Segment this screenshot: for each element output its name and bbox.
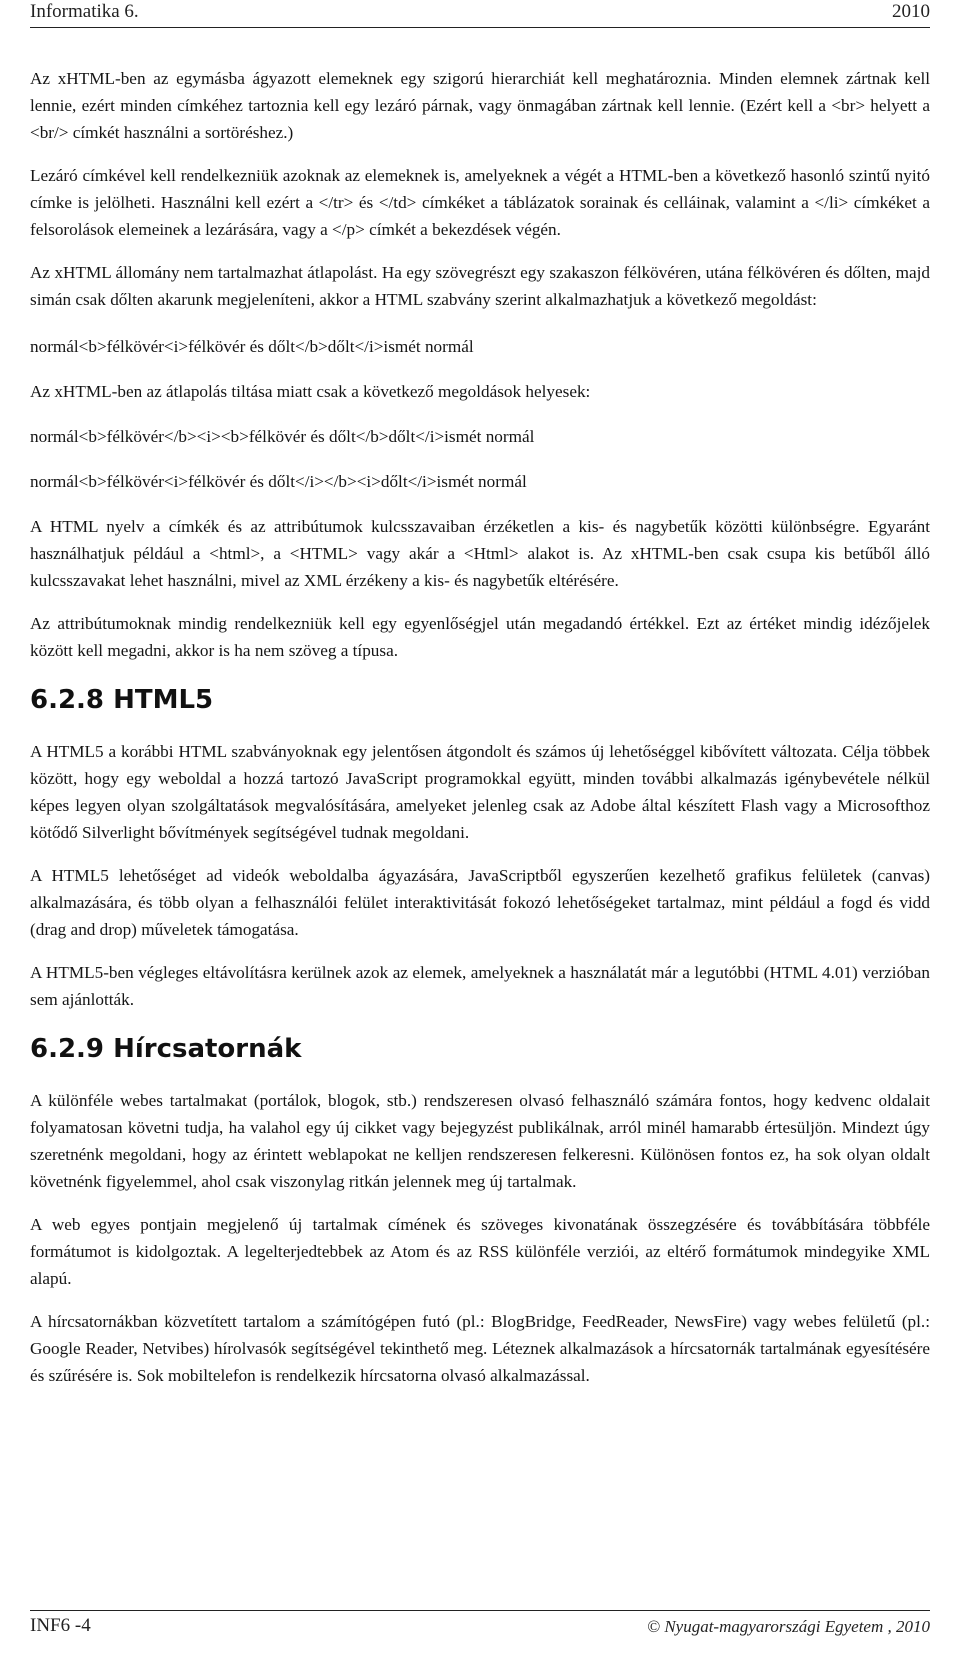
paragraph-no-overlap: Az xHTML állomány nem tartalmazhat átlapolást. Ha egy szövegrészt egy szakaszon félkövéren, utána félkövéren és dőlten, majd simán csak dőlten akarunk megjeleníteni, akkor a HTML szabvány szerint alkalmazhatjuk a következő megoldást: bbox=[30, 263, 930, 309]
paragraph-feeds-intro: A különféle webes tartalmakat (portálok, blogok, stb.) rendszeresen olvasó felhasználó számára fontos, hogy kedvenc oldalait folyamatosan követni tudja, ha valahol egy új cikket vagy bejegyzést publikálnak, arról minél hamarabb értesüljön. Mindezt úgy szeretnénk megoldani, hogy az érintett weblapokat ne kelljen rendszeresen felkeresni. Különösen fontos ez, ha sok olyan oldalt követnénk figyelemmel, ahol csak viszonylag ritkán jelennek meg új tartalmak. bbox=[30, 1091, 930, 1191]
header-year: 2010 bbox=[892, 1, 930, 22]
footer-publisher-text: Nyugat-magyarországi Egyetem , 2010 bbox=[664, 1617, 930, 1636]
example-overlap-html: normál<b>félkövér<i>félkövér és dőlt</b>dőlt</i>ismét normál bbox=[30, 337, 474, 356]
footer-publisher bbox=[647, 1617, 930, 1637]
paragraph-html5-intro: A HTML5 a korábbi HTML szabványoknak egy jelentősen átgondolt és számos új lehetőséggel kibővített változata. Célja többek között, hogy egy weboldal a hozzá tartozó JavaScript programokkal együtt, minden további alkalmazás igénybevétele nélkül képes legyen olyan szolgáltatások megvalósítására, amelyeket jelenleg csak az Adobe által készített Flash vagy a Microsofthoz kötődő Silverlight bővítmények segítségével tudnak megoldani. bbox=[30, 742, 930, 842]
paragraph-closing-tags: Lezáró címkével kell rendelkezniük azoknak az elemeknek is, amelyeknek a végét a HTML-ben a következő hasonló szintű nyitó címke is jelölheti. Használni kell ezért a </tr> és </td> címkéket a táblázatok sorainak és celláinak, valamint a </li> címkéket a felsorolások elemeinek a lezárására, vagy a </p> címkét a bekezdések végén. bbox=[30, 166, 930, 239]
paragraph-html5-features: A HTML5 lehetőséget ad videók weboldalba ágyazására, JavaScriptből egyszerűen kezelhető grafikus felületek (canvas) alkalmazására, és több olyan a felhasználói felület interaktivitását fokozó lehetőségeket tartalmaz, mint például a fogd és vidd (drag and drop) műveletek támogatása. bbox=[30, 866, 930, 939]
page-footer bbox=[30, 1610, 930, 1661]
paragraph-xhtml-hierarchy: Az xHTML-ben az egymásba ágyazott elemeknek egy szigorú hierarchiát kell meghatároznia. Minden elemnek zártnak kell lennie, ezért minden címkéhez tartoznia kell egy lezáró párnak, vagy önmagában zártnak kell lennie. (Ezért kell a <br> helyett a <br/> címkét használni a sortöréshez.) bbox=[30, 69, 930, 142]
paragraph-correct-solutions: Az xHTML-ben az átlapolás tiltása miatt csak a következő megoldások helyesek: bbox=[30, 382, 591, 401]
header-course-title: Informatika 6. bbox=[30, 1, 139, 22]
paragraph-attribute-values: Az attribútumoknak mindig rendelkezniük kell egy egyenlőségjel után megadandó értékkel. Ezt az értéket mindig idézőjelek között kell megadni, akkor is ha nem szöveg a típusa. bbox=[30, 614, 930, 660]
section-title-feeds: 6.2.9 Hírcsatornák bbox=[30, 1034, 302, 1064]
page-header bbox=[30, 0, 930, 28]
document-page bbox=[30, 0, 930, 1660]
page-content bbox=[30, 65, 930, 1405]
paragraph-html5-removed: A HTML5-ben végleges eltávolításra kerülnek azok az elemek, amelyeknek a használatát már a legutóbbi (HTML 4.01) verzióban sem ajánlották. bbox=[30, 963, 930, 1009]
footer-page-number: INF6 -4 bbox=[30, 1615, 91, 1636]
paragraph-feeds-readers: A hírcsatornákban közvetített tartalom a számítógépen futó (pl.: BlogBridge, FeedReader, NewsFire) vagy webes felületű (pl.: Google Reader, Netvibes) hírolvasók segítségével tekinthető meg. Léteznek alkalmazások a hírcsatornák tartalmának egyesítésére és szűrésére is. Sok mobiltelefon is rendelkezik hírcsatorna olvasó alkalmazással. bbox=[30, 1312, 930, 1385]
example-correct-2: normál<b>félkövér<i>félkövér és dőlt</i></b><i>dőlt</i>ismét normál bbox=[30, 472, 527, 491]
copyright-icon: © bbox=[647, 1617, 661, 1636]
paragraph-feeds-formats: A web egyes pontjain megjelenő új tartalmak címének és szöveges kivonatának összegzésére és továbbítására többféle formátumot is kidolgoztak. A legelterjedtebbek az Atom és az RSS különféle verziói, az eltérő formátumok mindegyike XML alapú. bbox=[30, 1215, 930, 1288]
section-title-html5: 6.2.8 HTML5 bbox=[30, 685, 214, 715]
example-correct-1: normál<b>félkövér</b><i><b>félkövér és dőlt</b>dőlt</i>ismét normál bbox=[30, 427, 535, 446]
paragraph-case-sensitivity: A HTML nyelv a címkék és az attribútumok kulcsszavaiban érzéketlen a kis- és nagybetűk közötti különbségre. Egyaránt használhatjuk például a <html>, a <HTML> vagy akár a <Html> alakot is. Az xHTML-ben csak csupa kis betűből álló kulcsszavakat lehet használni, mivel az XML érzékeny a kis- és nagybetűk eltérésére. bbox=[30, 517, 930, 590]
